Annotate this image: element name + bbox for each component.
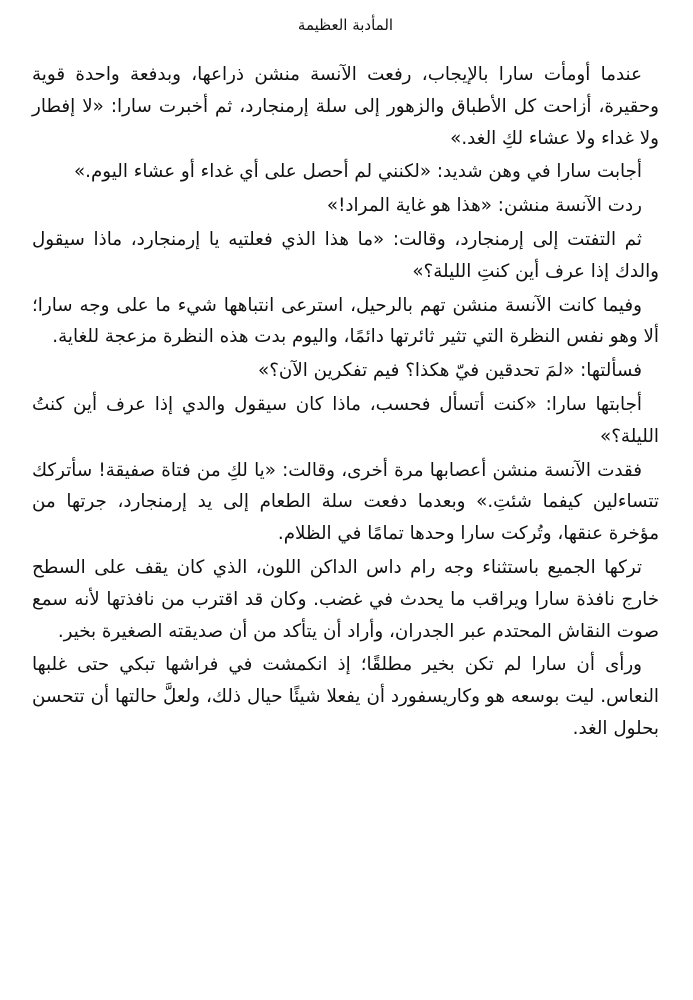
running-head-title: المأدبة العظيمة <box>297 16 394 34</box>
body-text <box>32 59 659 745</box>
paragraph-9: تركها الجميع باستثناء وجه رام داس الداكن اللون، الذي كان يقف على السطح خارج نافذة سارا ويراقب ما يحدث في غضب. وكان قد اقترب من نافذتها لأنه سمع صوت النقاش المحتدم عبر الجدران، وأراد أن يتأكد من أن صديقته الصغيرة بخير. <box>32 556 659 642</box>
paragraph-8: فقدت الآنسة منشن أعصابها مرة أخرى، وقالت: «يا لكِ من فتاة صفيقة! سأتركك تتساءلين كيفما شئتِ.» وبعدما دفعت سلة الطعام إلى يد إرمنجارد، جرتها من مؤخرة عنقها، وتُركت سارا وحدها تمامًا في الظلام. <box>32 459 659 545</box>
paragraph-6: فسألتها: «لمَ تحدقين فيّ هكذا؟ فيم تفكرين الآن؟» <box>258 360 642 382</box>
paragraph-5: وفيما كانت الآنسة منشن تهم بالرحيل، استرعى انتباهها شيء ما على وجه سارا؛ ألا وهو نفس النظرة التي تثير ثائرتها دائمًا، واليوم بدت هذه النظرة مزعجة للغاية. <box>32 294 659 348</box>
paragraph-7: أجابتها سارا: «كنت أتسأل فحسب، ماذا كان سيقول والدي إذا عرف أين كنتُ الليلة؟» <box>32 393 659 447</box>
paragraph-2: أجابت سارا في وهن شديد: «لكنني لم أحصل على أي غداء أو عشاء اليوم.» <box>73 161 642 183</box>
paragraph-10: ورأى أن سارا لم تكن بخير مطلقًا؛ إذ انكمشت في فراشها تبكي حتى غلبها النعاس. ليت بوسعه هو وكاريسفورد أن يفعلا شيئًا حيال ذلك، ولعلَّ حالتها أن تتحسن بحلول الغد. <box>32 654 659 739</box>
paragraph-3: ردت الآنسة منشن: «هذا هو غاية المراد!» <box>326 195 642 217</box>
paragraph-4: ثم التفتت إلى إرمنجارد، وقالت: «ما هذا الذي فعلتيه يا إرمنجارد، ماذا سيقول والدك إذا عرف أين كنتِ الليلة؟» <box>32 228 659 282</box>
paragraph-1: عندما أومأت سارا بالإيجاب، رفعت الآنسة منشن ذراعها، وبدفعة واحدة قوية وحقيرة، أزاحت كل الأطباق والزهور إلى سلة إرمنجارد، ثم أخبرت سارا: «لا إفطار ولا غداء ولا عشاء لكِ الغد.» <box>32 64 659 149</box>
